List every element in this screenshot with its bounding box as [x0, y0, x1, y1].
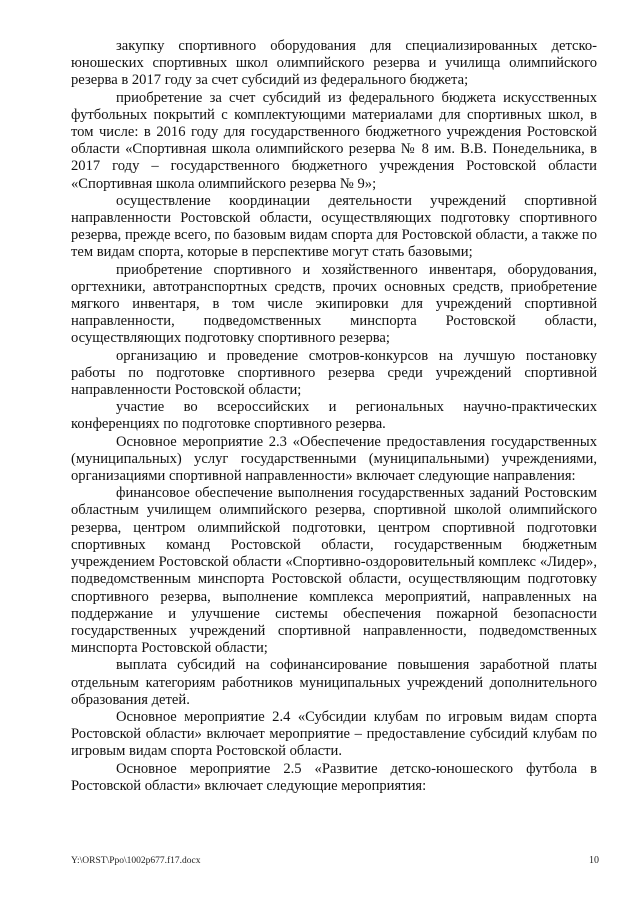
paragraph: финансовое обеспечение выполнения государственных заданий Ростовским областным училищем олимпийского резерва, спортивной школой олимпийского резерва, центром олимпийской подготовки, центром спортивной подготовки спортивных команд Ростовской области, государственным бюджетным учреждением Ростовской области «Спортивно-оздоровительный комплекс «Лидер», подведомственным минспорта Ростовской области, осуществляющим подготовку спортивного резерва, выполнение комплекса мероприятий, направленных на поддержание и улучшение системы обеспечения пожарной безопасности государственных учреждений спортивной направленности, подведомственных минспорта Ростовской области; — [71, 485, 597, 657]
paragraph: участие во всероссийских и региональных научно-практических конференциях по подготовке спортивного резерва. — [71, 399, 597, 433]
paragraph: закупку спортивного оборудования для специализированных детско-юношеских спортивных школ олимпийского резерва и училища олимпийского резерва в 2017 году за счет субсидий из федерального бюджета; — [71, 38, 597, 89]
paragraph: приобретение за счет субсидий из федерального бюджета искусственных футбольных покрытий с комплектующими материалами для спортивных школ, в том числе: в 2016 году для государственного бюджетного учреждения Ростовской области «Спортивная школа олимпийского резерва № 8 им. В.В. Понедельника, в 2017 году – государственного бюджетного учреждения Ростовской области «Спортивная школа олимпийского резерва № 9»; — [71, 89, 597, 192]
footer-file-path: Y:\ORST\Ppo\1002p677.f17.docx — [71, 856, 201, 866]
paragraph: выплата субсидий на софинансирование повышения заработной платы отдельным категориям работников муниципальных учреждений дополнительного образования детей. — [71, 657, 597, 708]
paragraph: Основное мероприятие 2.4 «Субсидии клубам по игровым видам спорта Ростовской области» включает мероприятие – предоставление субсидий клубам по игровым видам спорта Ростовской области. — [71, 708, 597, 760]
paragraph: Основное мероприятие 2.5 «Развитие детско-юношеского футбола в Ростовской области» включает следующие мероприятия: — [71, 760, 597, 794]
paragraph: организацию и проведение смотров-конкурсов на лучшую постановку работы по подготовке спортивного резерва среди учреждений спортивной направленности Ростовской области; — [71, 347, 597, 399]
paragraph: осуществление координации деятельности учреждений спортивной направленности Ростовской области, осуществляющих подготовку спортивного резерва, прежде всего, по базовым видам спорта для Ростовской области, а также по тем видам спорта, которые в перспективе могут стать базовыми; — [71, 192, 597, 261]
footer-page-number: 10 — [589, 855, 599, 866]
paragraph: Основное мероприятие 2.3 «Обеспечение предоставления государственных (муниципальных) услуг государственными (муниципальными) учреждениями, организациями спортивной направленности» включает следующие направления: — [71, 433, 597, 485]
document-body — [71, 38, 597, 795]
paragraph: приобретение спортивного и хозяйственного инвентаря, оборудования, оргтехники, автотранспортных средств, прочих основных средств, приобретение мягкого инвентаря, в том числе экипировки для учреждений спортивной направленности, подведомственных минспорта Ростовской области, осуществляющих подготовку спортивного резерва; — [71, 261, 597, 347]
